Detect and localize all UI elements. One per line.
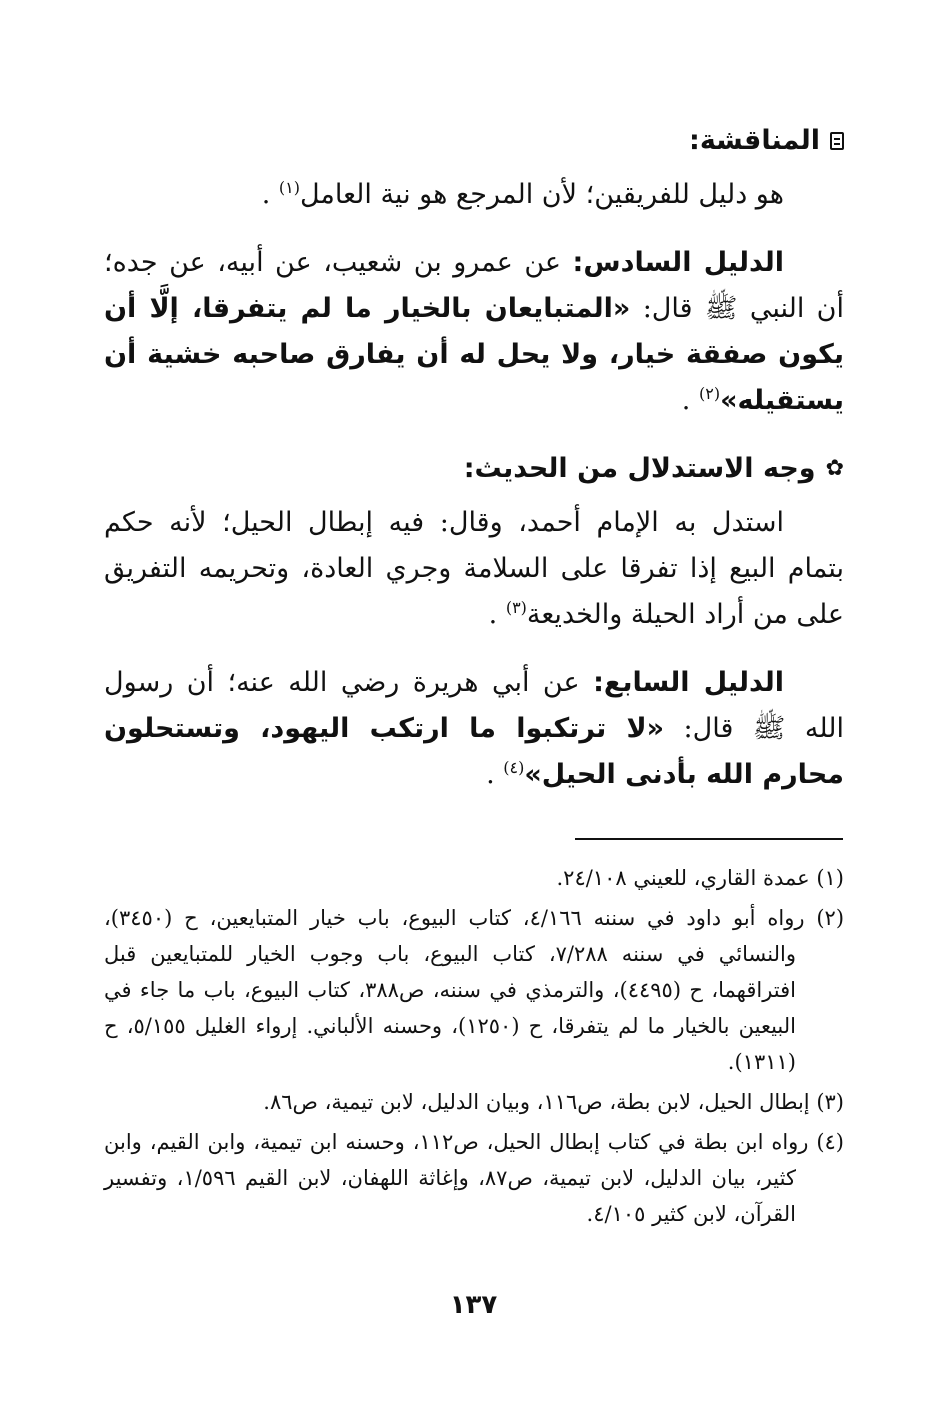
sixth-evidence-label: الدليل السادس:	[572, 247, 784, 278]
discussion-heading-text: المناقشة:	[689, 125, 820, 156]
seventh-evidence-paragraph: الدليل السابع: عن أبي هريرة رضي الله عنه؛ أن رسول الله ﷺ قال: «لا ترتكبوا ما ارتكب اليهود، وتستحلون محارم الله بأدنى الحيل»$^{(٤)}$ .	[104, 667, 844, 790]
footnotes	[104, 860, 844, 1236]
document-icon	[830, 132, 844, 150]
sixth-evidence-intro: عن عمرو بن شعيب، عن أبيه، عن جده؛ أن النبي ﷺ قال:	[104, 247, 844, 324]
seventh-evidence-label: الدليل السابع:	[593, 667, 784, 698]
footnote-ref-2[interactable]: (٢)	[698, 384, 721, 403]
discussion-paragraph: هو دليل للفريقين؛ لأن المرجع هو نية العامل$^{(١)}$ .	[261, 178, 784, 210]
seventh-evidence-hadith: «لا ترتكبوا ما ارتكب اليهود، وتستحلون محارم الله بأدنى الحيل»	[104, 713, 844, 790]
page-number: ١٣٧	[449, 1290, 498, 1320]
sixth-evidence-hadith: «المتبايعان بالخيار ما لم يتفرقا، إلَّا أن يكون صفقة خيار، ولا يحل له أن يفارق صاحبه خشية أن يستقيله»	[104, 293, 844, 416]
seventh-evidence-intro: عن أبي هريرة رضي الله عنه؛ أن رسول الله ﷺ قال:	[104, 667, 844, 744]
inference-heading	[104, 446, 844, 492]
flower-icon: ✿	[825, 456, 844, 481]
footnote-4: (٤) رواه ابن بطة في كتاب إبطال الحيل، ص١١٢، وحسنه ابن تيمية، وابن القيم، وابن كثير، بيان الدليل، لابن تيمية، ص٨٧، وإغاثة اللهفان، لابن القيم ١/٥٩٦، وتفسير القرآن، لابن كثير ٤/١٠٥.	[104, 1130, 844, 1226]
footnote-ref-3[interactable]: (٣)	[505, 598, 527, 617]
inference-text: استدل به الإمام أحمد، وقال: فيه إبطال الحيل؛ لأنه حكم بتمام البيع إذا تفرقا على السلامة وجري العادة، وتحريمه التفريق على من أراد الحيلة والخديعة	[104, 507, 845, 630]
sixth-evidence-paragraph: الدليل السادس: عن عمرو بن شعيب، عن أبيه، عن جده؛ أن النبي ﷺ قال: «المتبايعان بالخيار ما لم يتفرقا، إلَّا أن يكون صفقة خيار، ولا يحل له أن يفارق صاحبه خشية أن يستقيله»$^{(٢)}$ .	[104, 247, 844, 416]
footnote-2: (٢) رواه أبو داود في سننه ٤/١٦٦، كتاب البيوع، باب خيار المتبايعين، ح (٣٤٥٠)، والنسائي في سننه ٧/٢٨٨، كتاب البيوع، باب وجوب الخيار للمتبايعين قبل افتراقهما، ح (٤٤٩٥)، والترمذي في سننه، ص٣٨٨، كتاب البيوع، باب ما جاء في البيعين بالخيار ما لم يتفرقا، ح (١٢٥٠)، وحسنه الألباني. إرواء الغليل ٥/١٥٥، ح (١٣١١).	[104, 906, 845, 1074]
inference-paragraph: استدل به الإمام أحمد، وقال: فيه إبطال الحيل؛ لأنه حكم بتمام البيع إذا تفرقا على السلامة وجري العادة، وتحريمه التفريق على من أراد الحيلة والخديعة$^{(٣)}$ .	[104, 507, 845, 630]
footnote-divider	[575, 838, 843, 840]
footnote-ref-1[interactable]: (١)	[278, 178, 300, 197]
discussion-heading	[104, 118, 844, 164]
footnote-3: (٣) إبطال الحيل، لابن بطة، ص١١٦، وبيان الدليل، لابن تيمية، ص٨٦.	[263, 1090, 844, 1114]
discussion-text: هو دليل للفريقين؛ لأن المرجع هو نية العامل	[299, 179, 784, 210]
page-body	[104, 118, 844, 820]
footnote-1: (١) عمدة القاري، للعيني ٢٤/١٠٨.	[556, 866, 844, 890]
footnote-ref-4[interactable]: (٤)	[503, 758, 525, 777]
inference-heading-text: وجه الاستدلال من الحديث:	[463, 453, 816, 484]
